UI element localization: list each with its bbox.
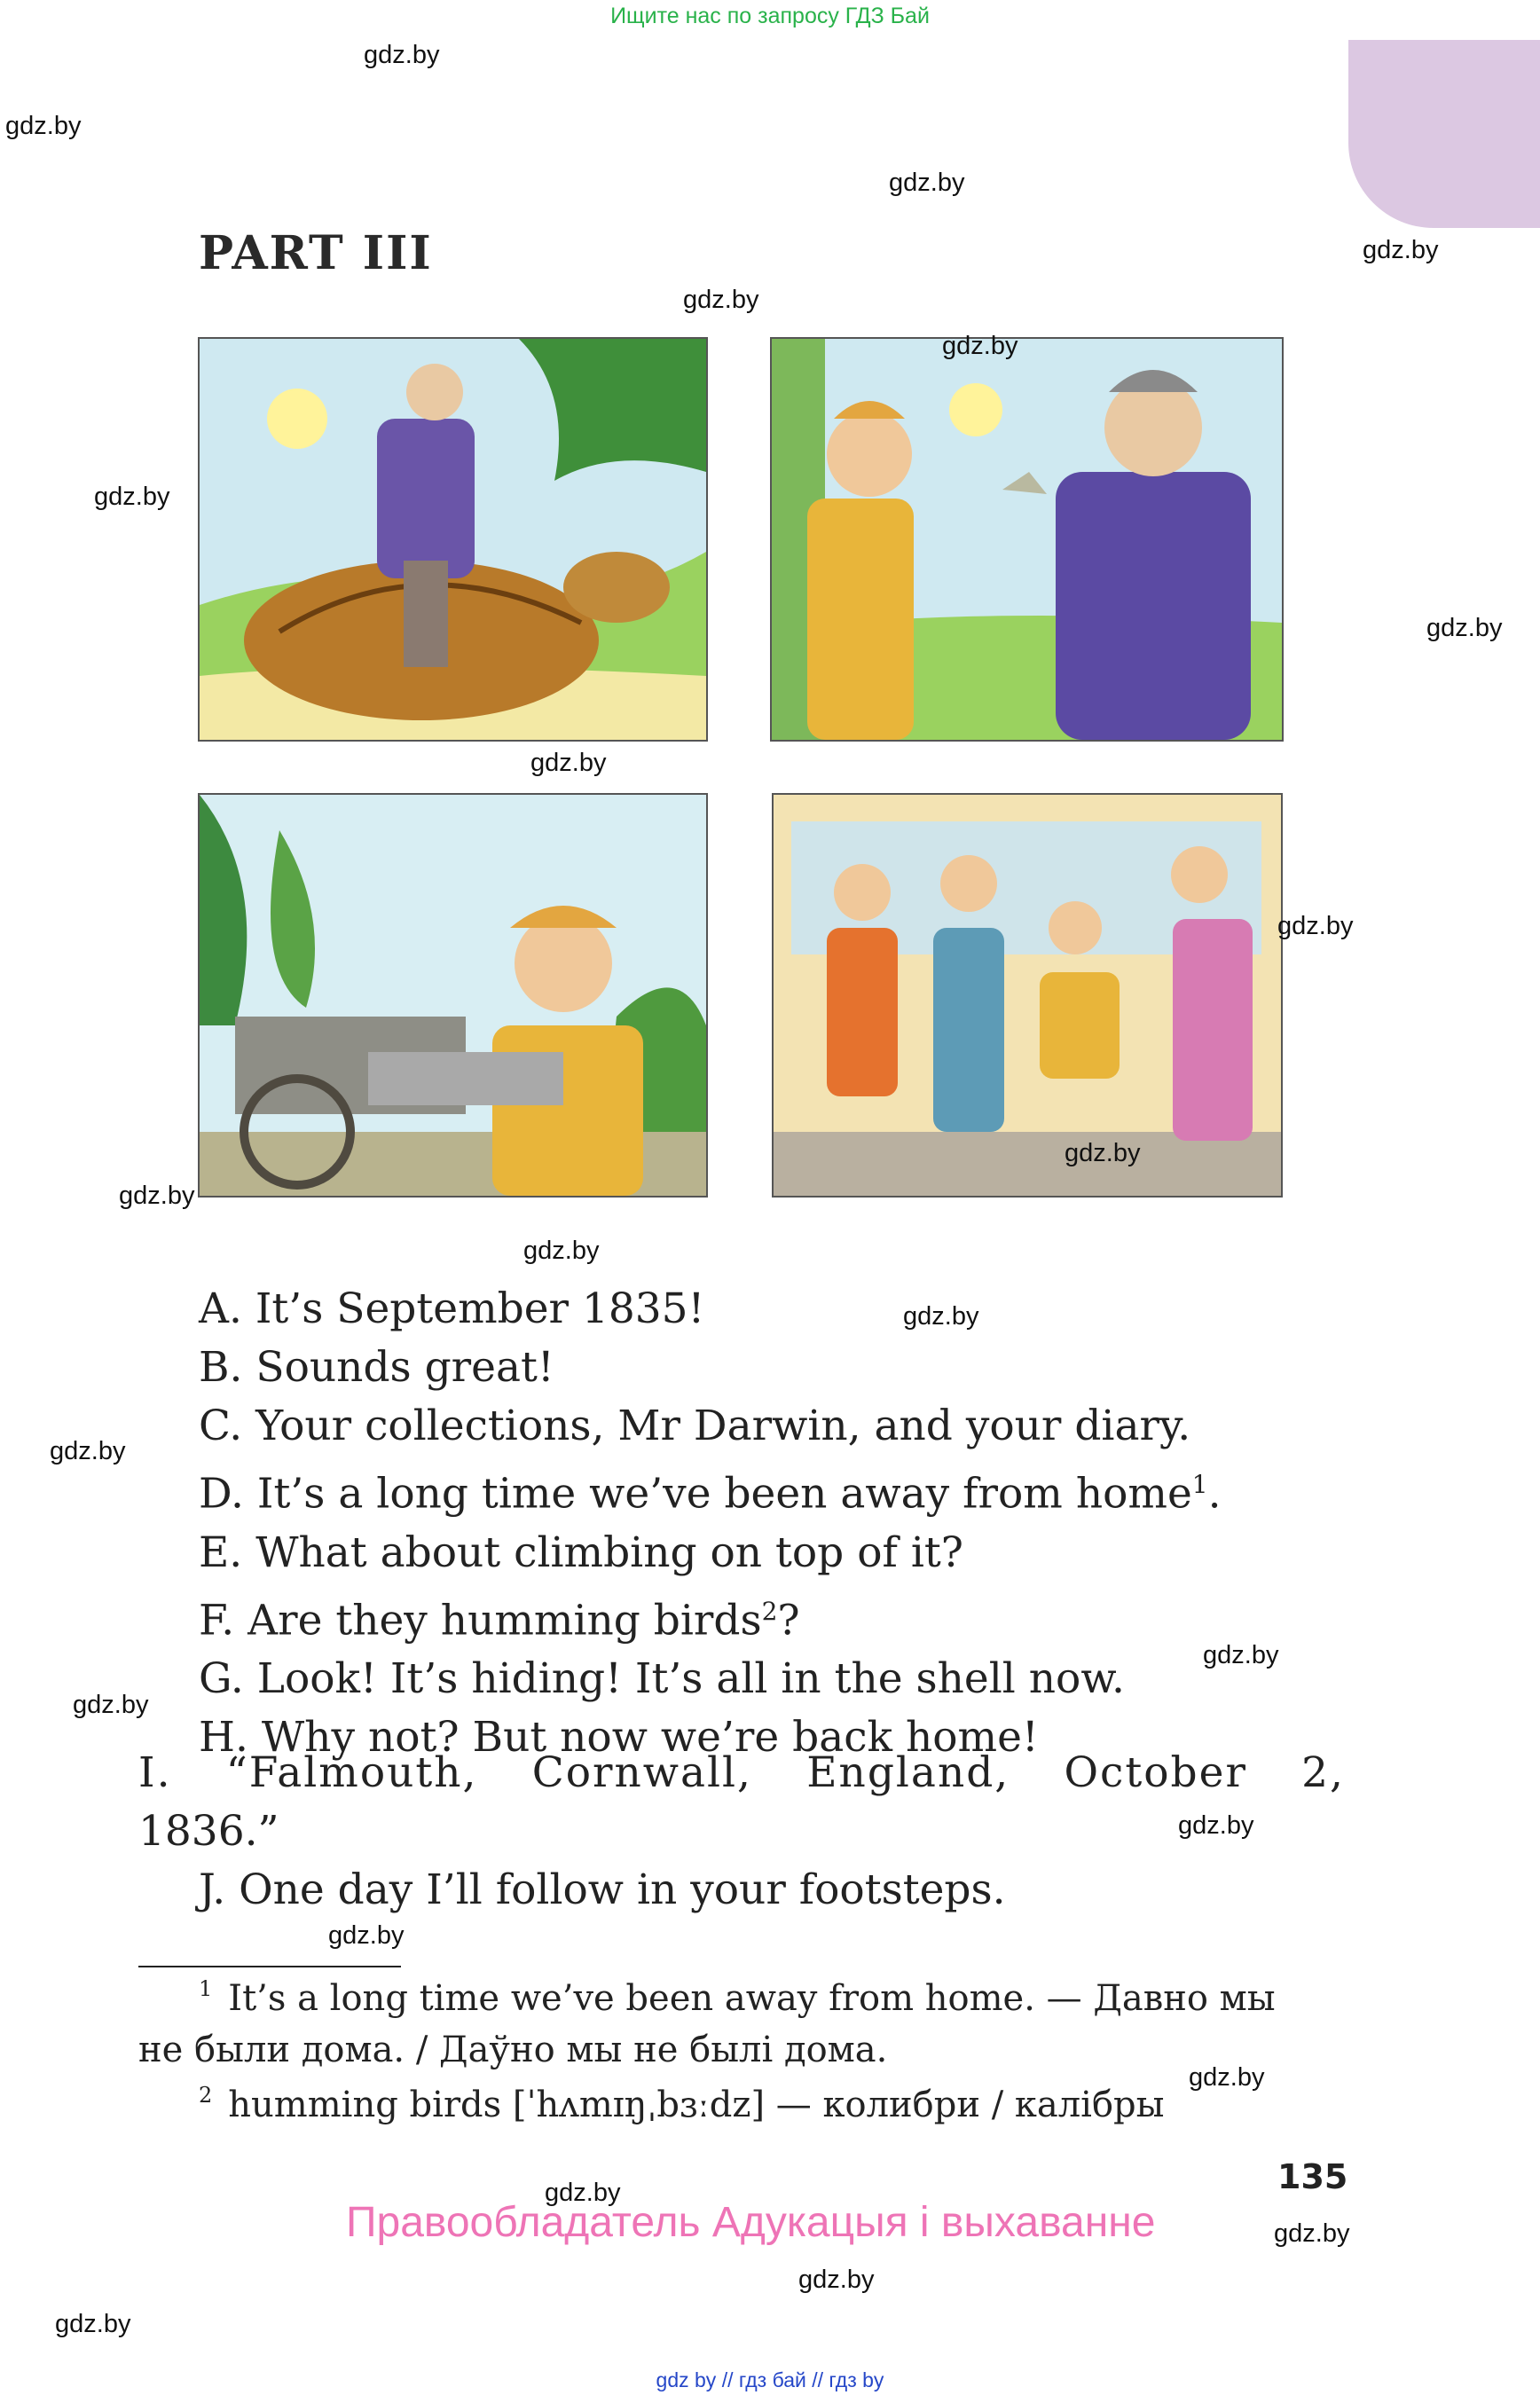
dialogue-line-e: E. What about climbing on top of it?: [199, 1527, 963, 1577]
watermark: gdz.by: [55, 2310, 131, 2338]
dialogue-line-h: H. Why not? But now we’re back home!: [199, 1713, 1039, 1763]
watermark: gdz.by: [1363, 236, 1439, 264]
watermark: gdz.by: [798, 2266, 875, 2294]
footnote-2-line1: humming birds [ˈhʌmɪŋˌbɜːdz] — колибри / калібры: [228, 2085, 1165, 2125]
dialogue-line-j: J. One day I’ll follow in your footsteps.: [199, 1865, 1006, 1914]
bottom-links[interactable]: gdz by // гдз бай // гдз by: [656, 2368, 884, 2391]
top-search-banner[interactable]: Ищите нас по запросу ГДЗ Бай: [610, 4, 930, 28]
watermark: gdz.by: [364, 41, 440, 69]
dialogue-line-a: A. It’s September 1835!: [199, 1284, 705, 1333]
dialogue-line-d-text: D. It’s a long time we’ve been away from home: [199, 1469, 1192, 1519]
footnote-1: [199, 1975, 1276, 2027]
watermark: gdz.by: [530, 749, 607, 777]
footnote-1-continued: не были дома. / Даўно мы не былі дома.: [138, 2030, 888, 2070]
dialogue-line-d-end: .: [1207, 1469, 1222, 1519]
watermark: gdz.by: [545, 2179, 621, 2207]
dialogue-line-f-text: F. Are they humming birds: [199, 1596, 762, 1645]
footnote-ref-2[interactable]: 2: [761, 1596, 778, 1626]
dialogue-list: [199, 1280, 1352, 1767]
watermark: gdz.by: [523, 1237, 600, 1265]
footnote-1-line1: It’s a long time we’ve been away from home. — Давно мы: [228, 1978, 1276, 2019]
watermark: gdz.by: [1274, 2219, 1350, 2248]
page-number: 135: [1277, 2157, 1348, 2196]
watermark: gdz.by: [889, 169, 965, 197]
watermark: gdz.by: [903, 1302, 979, 1331]
watermark: gdz.by: [5, 112, 82, 140]
illustration-collections-cart: [198, 793, 708, 1198]
dialogue-line-d: [199, 1456, 1352, 1524]
watermark: gdz.by: [119, 1182, 195, 1210]
watermark: gdz.by: [683, 286, 759, 314]
footnote-2: [199, 2081, 1164, 2133]
page-corner-tab: [1348, 40, 1540, 228]
watermark: gdz.by: [94, 483, 170, 511]
watermark: gdz.by: [1189, 2063, 1265, 2092]
dialogue-line-b: B. Sounds great!: [199, 1343, 554, 1392]
footnote-divider: [138, 1966, 401, 1967]
dialogue-line-c: C. Your collections, Mr Darwin, and your diary.: [199, 1402, 1191, 1450]
dialogue-line-i-continued: 1836.”: [138, 1807, 279, 1856]
watermark: gdz.by: [328, 1921, 405, 1950]
illustration-hummingbird: [770, 337, 1284, 742]
dialogue-line-g: G. Look! It’s hiding! It’s all in the shell now.: [199, 1654, 1125, 1704]
dialogue-line-f-end: ?: [777, 1596, 800, 1645]
footnote-ref-1[interactable]: 1: [1191, 1470, 1208, 1499]
watermark: gdz.by: [1065, 1139, 1141, 1167]
footnote-2-number: 2: [199, 2083, 213, 2108]
watermark: gdz.by: [73, 1691, 149, 1719]
dialogue-line-i: I. “Falmouth, Cornwall, England, October 2,: [138, 1748, 1345, 1797]
illustration-tortoise: [198, 337, 708, 742]
section-title: PART III: [199, 226, 433, 280]
footnote-1-number: 1: [199, 1976, 213, 2001]
dialogue-line-f: [199, 1582, 1352, 1651]
illustration-bus: [772, 793, 1283, 1198]
copyright-notice: Правообладатель Адукацыя і выхаванне: [346, 2199, 1156, 2246]
watermark: gdz.by: [942, 332, 1018, 360]
watermark: gdz.by: [1426, 614, 1503, 642]
watermark: gdz.by: [1277, 912, 1354, 940]
watermark: gdz.by: [1203, 1641, 1279, 1669]
watermark: gdz.by: [50, 1437, 126, 1465]
watermark: gdz.by: [1178, 1811, 1254, 1840]
